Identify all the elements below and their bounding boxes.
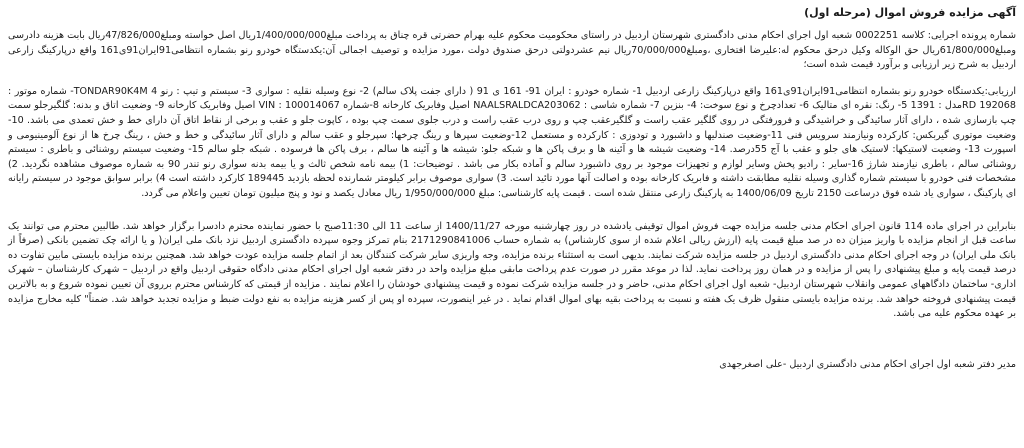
auction-terms-paragraph: بنابراین در اجرای ماده 114 قانون اجرای احکام مدنی جلسه مزایده جهت فروش اموال توقیفی یادشده در روز چهارشنبه مورخه 1400/11/27 از ساعت 11 الی 11:30صبح با حضور نماینده محترم دادسرا برگزار خواهد شد. طالبین محترم می توانند یک ساعت قبل از انجام مزایده با واریز میزان ده در صد مبلغ قیمت پایه (ارزش ریالی اعلام شده از سوی کارشناس) به شماره حساب 2171290841006 بنام تمرکز وجوه سپرده دادگستری اردبیل نزد بانک ملی ایران( و یا ارائه چک تضمین بانکی (صرفاً از بانک ملی ایران) در وجه اجرای احکام مدنی دادگستری اردبیل در جلسه مزایده شرکت نمایند. بدیهی است به استثناء برنده مزایده، وجه واریزی سایر شرکت کنندگان بعد از اتمام جلسه مزایده عودت خواهد شد. همچنین برنده مزایده بایستی مابین تفاوت ده درصد قیمت پایه و مبلغ پیشنهادی را پس از مزایده و در همان روز پرداخت نماید. لذا در موعد مقرر در صورت عدم پرداخت مابقی مبلغ مزایده واحد در دفتر شعبه اول اجرای احکام مدنی دادگاه حقوقی اردبیل واقع در اردبیل – شهرک کارشناسان – شهرک اداری- ساختمان دادگاههای عمومی وانقلاب شهرستان اردبیل- شعبه اول اجرای احکام مدنی، حاضر و در جلسه مزایده شرکت نموده و قیمت پیشنهادی خودشان را اعلام نمایند . مزایده از قیمتی که کارشناس محترم برروی آن تعیین نموده شروع و به بالاترین قیمت پیشنهادی فروخته خواهد شد. برنده مزایده بایستی منقول ظرف یک هفته و نسبت به پرداخت بقیه بهای اموال اقدام نماید . در غیر اینصورت، سپرده او پس از کسر هزینه مزایده به نفع دولت ضبط و مزایده تجدید خواهد شد. ضمناً" کلیه مخارج مزایده بر عهده محکوم علیه می باشد. bbox=[8, 220, 1017, 320]
case-description-paragraph: شماره پرونده اجرایی: کلاسه 0002251 شعبه اول اجرای احکام مدنی دادگستری شهرستان اردبیل در راستای محکومیت محکوم علیه بهرام حضرتی قره چناق به پرداخت مبلغ1/400/000/000ریال اصل خواسته ومبلغ47/826/000ریال بابت هزینه دادرسی ومبلغ61/800/000ریال حق الوکاله وکیل درحق محکوم له:علیرضا افتخاری ،ومبلغ70/000/000ریال نیم عشردولتی درحق صندوق دولت ،مورد مزایده و توصیف اجمالی آن:یکدستگاه خودرو رنو بشماره انتظامی91ایران91ی161 واقع درپارکینگ زارعی اردبیل به شرح زیر ارزیابی و برآورد قیمت شده است؛ bbox=[8, 30, 1016, 71]
auction-notice-document bbox=[8, 0, 1016, 448]
notice-title: آگهی مزایده فروش اموال (مرحله اول) bbox=[804, 6, 1016, 19]
signature-line: مدیر دفتر شعبه اول اجرای احکام مدنی دادگستری اردبیل -علی اصغرجهدی bbox=[719, 358, 1016, 370]
vehicle-appraisal-paragraph: ارزیابی:یکدستگاه خودرو رنو بشماره انتظامی91ایران91ی161 واقع درپارکینگ زارعی اردبیل 1- شماره خودرو : ایران 91- 161 ی 91 ( دارای جفت پلاک سالم) 2- نوع وسیله نقلیه : سواری 3- سیستم و تیپ : رنو TONDAR90K4M 4- شماره موتور : 192068 RDمدل : 1391 5- رنگ: نقره ای متالیک 6- تعداد‌چرخ و نوع سوخت: 4- بنزین 7- شماره شاسی : NAALSRALDCA203062 اصیل وفابریک کارخانه 8-شماره VIN : 100014067 اصیل وفابریک کارخانه 9- وضعیت اتاق و بدنه: گلگیرجلو سمت چپ بازسازی شده ، دارای آثار سائیدگی و خراشیدگی و فرورفتگی در روی گلگیر عقب راست و گلگیرعقب چپ و روی درب عقب راست و درب جلوی سمت چپ بوده ، کاپوت جلو و عقب و برخی از نقاط اتاق آن دارای خط و خش تعمدی می باشد. 10- وضعیت موتوری گیربکس: کارکرده ونیازمند سرویس فنی 11-وضعیت صندلیها و داشبورد و تودوزی : کارکرده و مستعمل 12-وضعیت سپرها و رینگ چرخها: سپرجلو و عقب سالم و دارای آثار سائیدگی و خط و خش ، رینگ چرخ ها از نوع آلومینیومی و اسپورت 13- وضعیت لاستیکها: لاستیک های جلو و عقب با آج 55درصد. 14- وضعیت شیشه ها و آئینه ها و برف پاکن ها و شبکه جلو: شیشه ها و آئینه ها سالم ، برف پاکن ها فرسوده . شبکه جلو سالم 15- وضعیت سیستم روشنائی و باطری : سیستم روشنائی سالم ، باطری نیازمند شارژ 16-سایر : رادیو پخش وسایر لوازم و تجهیزات موجود بر روی داشبورد سالم و آماده بکار می باشد . توضیحات: 1) بیمه نامه شخص ثالث و یا بیمه بدنه سواری رنو تندر 90 به شماره موصوف مشاهده نگردید. 2) مشخصات فنی خودرو با سیستم شماره گذاری وسیله نقلیه مطابقت داشته و فابریک کارخانه بوده و اصالت آنها مورد تائید است. 3) سواری موصوف برابر کیلومتر شمارنده لحظه بازدید 189445 کارکرد داشته است 4) برابر سوابق موجود در سیستم رایانه ای پارکینگ ، سواری یاد شده فوق درساعت 2150 تاریخ 1400/06/09 به پارکینگ زارعی منتقل شده است . قیمت پایه کارشناسی: مبلغ 1/950/000/000 ریال معادل یکصد و نود و پنج میلیون تومان تعیین واعلام می گردد. bbox=[8, 85, 1017, 199]
